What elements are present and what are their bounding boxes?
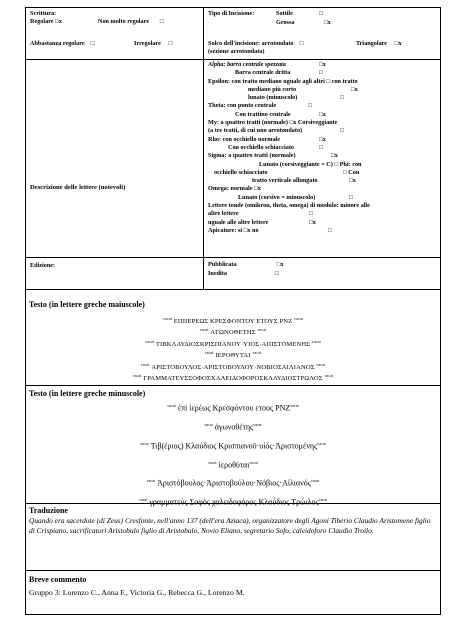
uppercase-line: $^{vacat}$ ΕΠΙΙΕΡΕΩΣ ΚΡΕΣΦΟΝΤΟΥ ΕΤΟΥΣ ΡΝΖ $^{vacat}$ xyxy=(163,316,303,326)
maiuscole-lines xyxy=(26,309,440,384)
desc-line: Lunato (corsivo = minuscolo) □ xyxy=(238,193,353,201)
desc-line: Lettere tonde (omikron, theta, omega) di modulo: minore alle xyxy=(208,202,370,210)
edizione-label: Edizione: xyxy=(30,262,56,269)
edizione-label-cell xyxy=(26,258,204,289)
minuscole-title: Testo (in lettere greche minuscole) xyxy=(29,389,146,398)
desc-line: mediano più corto □x xyxy=(248,85,358,93)
edition-section xyxy=(26,258,440,290)
desc-line: tratto verticale allungato □x xyxy=(252,177,356,185)
desc-line: altre lettere □ xyxy=(208,210,313,218)
edizione-options xyxy=(204,258,440,289)
option-sottile[interactable]: Sottile □ xyxy=(276,10,323,17)
desc-line: Apicature: si □x no □ xyxy=(208,226,332,234)
desc-line: Lunato (corsiveggiante = C) □ Phi: con xyxy=(259,160,362,168)
option-grossa[interactable]: Grossa □x xyxy=(276,19,331,26)
option-pubblicata[interactable]: Pubblicata □x xyxy=(208,261,284,268)
desc-line: Rho: con occhiello normale □x xyxy=(208,135,326,143)
desc-line: My: a quattro tratti (normale) □x Corsiveggiante xyxy=(208,119,338,127)
solco-note: (sezione arrotondata) xyxy=(208,48,265,55)
incisione-title: Tipo di Incisione: xyxy=(208,10,255,17)
traduzione-title: Traduzione xyxy=(29,506,68,515)
maiuscole-title: Testo (in lettere greche maiuscole) xyxy=(29,300,145,309)
writing-section xyxy=(26,8,440,60)
desc-line: Sigma: a quattro tratti (normale) □x xyxy=(208,152,338,160)
scrittura-cell xyxy=(26,8,204,59)
incisione-cell xyxy=(204,8,440,59)
uppercase-line: $^{vacat}$ ΙΕΡΟΘΥΤΑΙ $^{vacat}$ xyxy=(204,350,262,360)
desc-line: uguale alle altre lettere □x xyxy=(208,218,316,226)
uppercase-line: $^{vacat}$ ΑΡΙΣΤΟΒΟΥΛΟΣ·ΑΡΙΣΤΟΒΟΥΛΟΥ·ΝΟΒΙΟΣΑΙΛΙΑΝΟΣ $^{vacat}$ xyxy=(140,361,326,372)
uppercase-line: $^{vacat}$ ΑΓΩΝΟΘΕΤΗΣ $^{vacat}$ xyxy=(199,327,267,337)
uppercase-line: $^{vacat}$ ΓΡΑΜΜΑΤΕΥΣΣΟΦΟΣΧΑΛΕΙΔΟΦΟΡΟΣΚΛΑΥΔΙΟΣΤΡΩΛΟΣ $^{vacat}$ xyxy=(132,373,334,383)
minuscole-lines xyxy=(26,398,440,511)
greek-uppercase-section xyxy=(26,290,440,386)
desc-line: Alpha: barra centrale spezzata □x xyxy=(208,61,326,68)
description-section xyxy=(26,60,440,258)
desc-line: Con occhiello schiacciato □ xyxy=(228,143,323,151)
desc-line: Con trattino centrale □x xyxy=(235,110,326,118)
lowercase-line: $^{vacat}$ ἐπὶ ἱερέως Κρεσφόντου ετους $PNZ^{vacat}$ xyxy=(167,403,299,413)
comment-section xyxy=(26,571,440,614)
desc-line: Epsilon: con tratto mediano uguale agli altri □ con tratto xyxy=(208,77,358,85)
descrizione-label-cell xyxy=(26,60,204,257)
option-irregolare[interactable]: Irregolare □ xyxy=(134,40,173,47)
lowercase-line: $^{vacat}$ ἀγωνοθέτης$^{vacat}$ xyxy=(204,421,262,432)
lowercase-line: $^{vacat}$ Ἀριστόβουλος·Ἀριστοβούλου·Νόβιος·Αἰλιανός$^{vacat}$ xyxy=(146,478,320,489)
option-abbastanza-regolare[interactable]: Abbastanza regolare □ xyxy=(30,40,95,47)
commento-title: Breve commento xyxy=(29,575,87,584)
uppercase-line: $^{vacat}$ ΤΙΒΚΛΑΥΔΙΟΣΚΡΙΣΠΙΑΝΟΥ·ΥΙΟΣ·ΑΠΙΣΤΟΜΕΝΗΣ $^{vacat}$ xyxy=(145,338,321,349)
desc-line: Omega: normale □x xyxy=(208,185,261,193)
traduzione-text: Quando era sacerdote (di Zeus) Cresfonte, nell'anno 137 (dell'era Aziaca), organizzatore degli Agoni Tiberio Claudio Aristomene figlio di Crispiano, sacrificatori Aristobulo figlio di Aristobulo, Novio Eliano, segretario Sofo, caleidoforo Claudio Troilo. xyxy=(29,516,431,535)
option-inedita[interactable]: Inedita □ xyxy=(208,270,279,277)
lowercase-line: $^{vacat}$ Τιβ(έριος) Κλαύδιος Κρισπιανοῦ·υἱὸς·Ἀριστομένης$^{vacat}$ xyxy=(140,440,326,451)
desc-line: Theta: con punto centrale □ xyxy=(208,102,312,110)
desc-line: occhiello schiacciato □ Con xyxy=(214,168,360,176)
option-arrotondato[interactable]: Solco dell'incisione: arrotondato □ xyxy=(208,40,304,47)
descrizione-lines xyxy=(204,60,440,257)
lowercase-line: $^{vacat}$ γραμματεὺς Σοφὸς χαλειδοφόρος Κλαύδιος Τρώιλος$^{vacat}$ xyxy=(138,497,328,507)
option-regolare[interactable]: Regolare □x xyxy=(30,18,62,25)
option-non-molto-regolare[interactable]: Non molto regolare □ xyxy=(98,18,164,25)
desc-line: lunato (minuscolo) □ xyxy=(248,94,344,102)
desc-line: Barra centrale dritta □ xyxy=(235,69,323,77)
descrizione-label: Descrizione delle lettere (notevoli) xyxy=(30,184,126,191)
option-triangolare[interactable]: Triangolare □x xyxy=(356,40,402,47)
lowercase-line: $^{vacat}$ ἱεροθύται$^{vacat}$ xyxy=(208,459,258,470)
scrittura-title: Scrittura: xyxy=(30,10,57,17)
commento-text: Gruppo 3: Lorenzo C., Anna F., Victoria G., Rebecca G., Lorenzo M. xyxy=(29,588,245,597)
translation-section xyxy=(26,504,440,571)
desc-line: (a tre tratti, di cui uno arrotondato) □ xyxy=(208,127,344,135)
greek-lowercase-section xyxy=(26,386,440,507)
epigraphy-form xyxy=(25,7,441,615)
